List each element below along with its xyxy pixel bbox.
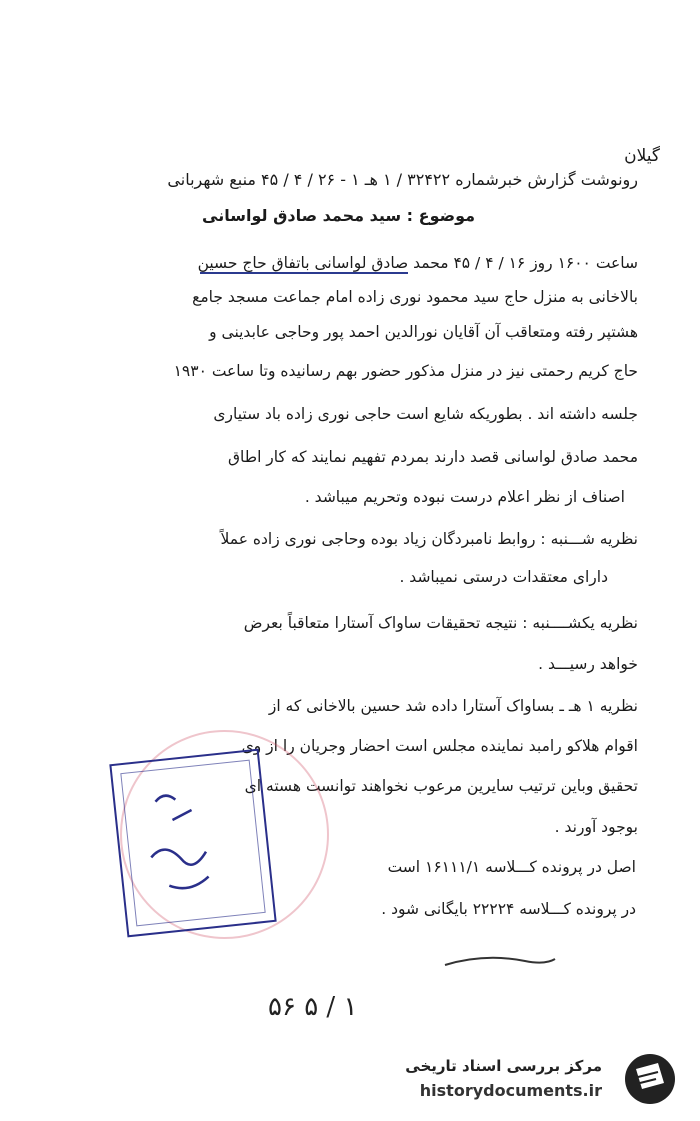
underline-mark	[200, 254, 408, 274]
watermark-title: مرکز بررسی اسناد تاریخی	[405, 1057, 602, 1075]
body-line-5: جلسه داشته اند . بطوریکه شایع است حاجی نوری زاده باد ستیاری	[213, 405, 638, 423]
note-line-7: تحقیق وباین ترتیب سایرین مرعوب نخواهند توانست هسته ای	[244, 777, 638, 795]
watermark	[404, 1051, 684, 1107]
note-line-2: دارای معتقدات درستی نمیباشد .	[399, 568, 608, 586]
note-line-8: بوجود آورند .	[554, 818, 638, 836]
rectangular-stamp	[109, 749, 276, 938]
filing-line-2: در پرونده کـــلاسه ۲۲۲۲۴ بایگانی شود .	[381, 900, 636, 918]
report-header: رونوشت گزارش خبرشماره ۳۲۴۲۲ / ۱ هـ ۱ - ۲۶ / ۴ / ۴۵ منبع شهربانی	[167, 170, 638, 189]
watermark-url: historydocuments.ir	[419, 1081, 602, 1100]
note-line-5: نظریه ۱ هـ ـ بساواک آستارا داده شد حسین بالاخانی که از	[268, 697, 638, 715]
handwritten-signature: ۵۶ ۵ / ۱	[268, 992, 358, 1022]
body-line-4: حاج کریم رحمتی نیز در منزل مذکور حضور بهم رسانیده وتا ساعت ۱۹۳۰	[173, 362, 638, 380]
note-line-4: خواهد رسیـــد .	[538, 655, 638, 673]
body-line-7: اصناف از نظر اعلام درست نبوده وتحریم میباشد .	[304, 488, 625, 506]
note-line-6: اقوام هلاکو رامبد نماینده مجلس است احضار وجریان را از وی	[241, 737, 638, 755]
province-label: گیلان	[624, 146, 660, 166]
subject-line: موضوع : سید محمد صادق لواسانی	[202, 206, 475, 225]
watermark-logo-icon	[620, 1051, 678, 1107]
flourish-line-icon	[440, 945, 560, 975]
filing-line-1: اصل در پرونده کـــلاسه ۱۶۱۱۱/۱ است	[387, 858, 636, 876]
note-line-3: نظریه یکشــــنبه : نتیجه تحقیقات ساواک آستارا متعاقباً بعرض	[243, 614, 638, 632]
body-line-1: ساعت ۱۶۰۰ روز ۱۶ / ۴ / ۴۵ محمد صادق لواسانی باتفاق حاج حسین	[197, 254, 638, 272]
body-line-6: محمد صادق لواسانی قصد دارند بمردم تفهیم نمایند که کار اطاق	[227, 448, 638, 466]
body-line-2: بالاخانی به منزل حاج سید محمود نوری زاده امام جماعت مسجد جامع	[192, 288, 638, 306]
stamp-scribble-icon	[112, 751, 268, 925]
note-line-1: نظریه شـــنبه : روابط نامبردگان زیاد بوده وحاجی نوری زاده عملاً	[220, 530, 638, 548]
body-line-3: هشتپر رفته ومتعاقب آن آقایان نورالدین احمد پور وحاجی عابدینی و	[209, 323, 638, 341]
